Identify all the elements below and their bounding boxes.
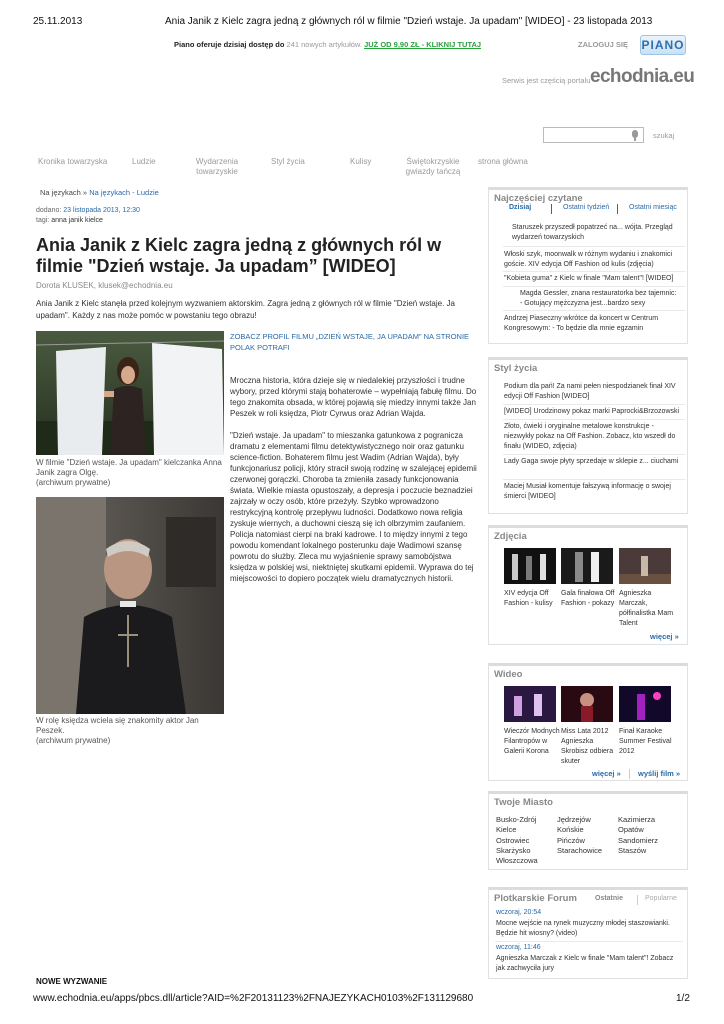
photo-thumb-1[interactable] (504, 548, 556, 584)
search-input[interactable] (544, 128, 626, 142)
dancer-thumb-image (619, 548, 671, 584)
popular-title: Najczęściej czytane (494, 193, 583, 204)
video-label[interactable]: Finał Karaoke Summer Festival 2012 (619, 728, 672, 755)
article-tags (36, 217, 103, 224)
popular-item[interactable]: "Kobieta guma" z Kielc w finale "Mam talent"! [WIDEO] (504, 275, 674, 282)
divider (503, 310, 685, 311)
caption-1-text: W filmie "Dzień wstaje. Ja upadam" kielczanka Anna Janik zagra Olgę. (36, 458, 222, 477)
zdjecia-more-link[interactable]: więcej » (650, 632, 679, 641)
article-title: Ania Janik z Kielc zagra jedną z głównych ról w filmie "Dzień wstaje. Ja upadam” [WIDEO] (36, 235, 442, 276)
popular-box (488, 187, 688, 344)
breadcrumb (40, 188, 159, 197)
video-thumb-1[interactable] (504, 686, 556, 722)
photo-thumb-2[interactable] (561, 548, 613, 584)
forum-title: Plotkarskie Forum (494, 893, 577, 904)
video-thumb-image (504, 686, 556, 722)
city-link[interactable]: Busko-Zdrój (496, 815, 537, 824)
fashion-thumb-image (504, 548, 556, 584)
popular-item[interactable]: Andrzej Piaseczny wkrótce da koncert w Centrum Kongresowym: - To będzie dla mnie egzamin (504, 315, 659, 332)
print-title: Ania Janik z Kielc zagra jedną z głównych ról w filmie "Dzień wstaje. Ja upadam" [WIDEO] - 23 listopada 2013 (165, 16, 653, 27)
city-link[interactable]: Sandomierz (618, 835, 659, 845)
zdjecia-title: Zdjęcia (494, 531, 527, 542)
photo-anna-janik[interactable] (36, 331, 224, 455)
city-link[interactable]: Pińczów (557, 835, 585, 845)
tab-divider (551, 204, 552, 214)
tag-link[interactable]: anna janik kielce (51, 217, 103, 224)
caption-2-credit: (archiwum prywatne) (36, 736, 111, 745)
nav-kronika-towarzyska[interactable]: Kronika towarzyska (38, 157, 108, 166)
city-link[interactable]: Włoszczowa (496, 856, 538, 866)
photo-caption-1 (36, 458, 222, 488)
print-url: www.echodnia.eu/apps/pbcs.dll/article?AID=%2F20131123%2FNAJEZYKACH0103%2F131129680 (33, 993, 474, 1004)
nav-kulisy[interactable]: Kulisy (350, 157, 372, 166)
nav-styl-zycia[interactable]: Styl życia (271, 157, 305, 166)
city-link[interactable]: Skarżysko (496, 845, 531, 855)
tab-dzisiaj[interactable]: Dzisiaj (509, 204, 532, 211)
date-value: 23 listopada 2013, 12:30 (63, 207, 140, 214)
send-video-link[interactable]: wyślij film » (638, 769, 681, 778)
tab-ostatnie[interactable]: Ostatnie (595, 895, 624, 902)
article-lead: Ania Janik z Kielc stanęła przed kolejnym wyzwaniem aktorskim. Zagra jedną z głównych ról w filmie "Dzień wstaje. Ja upadam". Każdy z nas może pomóc w powstaniu tego obrazu! (36, 299, 456, 320)
print-page-number: 1/2 (676, 993, 690, 1004)
tab-divider (637, 895, 638, 905)
styl-item[interactable]: Maciej Musiał komentuje fałszywą informację o swojej śmierci [WIDEO] (504, 483, 671, 500)
city-link[interactable]: Jędrzejów (557, 815, 591, 824)
popular-item[interactable]: Staruszek przyszedł popatrzeć na... wójta. Przegląd wydarzeń towarzyskich (512, 224, 673, 241)
gala-thumb-image (561, 548, 613, 584)
photo-label[interactable]: Agnieszka Marczak, półfinalistka Mam Talent (619, 590, 674, 627)
search-button[interactable]: szukaj (653, 131, 675, 140)
city-link[interactable]: Staszów (618, 845, 647, 855)
piano-offer (174, 40, 481, 49)
city-column-3 (618, 815, 658, 856)
photo-label[interactable]: Gala finałowa Off Fashion - pokazy (561, 590, 615, 607)
article-paragraph-1: Mroczna historia, która dzieje się w niedalekiej przyszłości i trudne wybory, przed którymi stają bohaterowie – wypełniają fabułę filmu. Do tego znakomita obsada, w której pojawią się miedzy innymi także Jan Peszek w roli księdza, Piotr Cyrwus oraz Adrian Wajda. (230, 376, 477, 418)
video-thumb-image (619, 686, 671, 722)
styl-item[interactable]: Złoto, ćwieki i oryginalne metalowe konstrukcje - niezwykły pokaz na Off Fashion. Zobacz, kto wszedł do finału (WIDEO, zdjęcia) (504, 423, 676, 450)
twoje-miasto-box (488, 791, 688, 870)
article-date (36, 207, 140, 214)
divider (503, 246, 685, 247)
divider (503, 286, 685, 287)
nav-wydarzenia-towarzyskie[interactable]: Wydarzenia towarzyskie (195, 157, 239, 176)
forum-post-time: wczoraj, 11:46 (496, 944, 541, 951)
echodnia-logo[interactable]: echodnia.eu (590, 66, 695, 87)
city-column-1 (496, 815, 538, 866)
video-label[interactable]: Wieczór Modnych Filantropów w Galerii Korona (504, 728, 560, 755)
divider (495, 941, 683, 942)
divider (503, 479, 685, 480)
tab-divider (617, 204, 618, 214)
forum-post-link[interactable]: Mocne wejście na rynek muzyczny młodej staszowianki. Będzie hit wiosny? (video) (496, 920, 670, 937)
styl-item[interactable]: Podium dla pań! Za nami pełen niespodzianek finał XIV edycji Off Fashion [WIDEO] (504, 383, 676, 400)
section-heading-nowe-wyzwanie: NOWE WYZWANIE (36, 977, 108, 986)
photo-laundry-image (36, 331, 224, 455)
tags-label: tagi: (36, 217, 50, 224)
city-link[interactable]: Starachowice (557, 845, 603, 855)
styl-item[interactable]: Lady Gaga swoje płyty sprzedaje w sklepie z... ciuchami (504, 458, 679, 465)
photo-jan-peszek[interactable] (36, 497, 224, 714)
styl-zycia-title: Styl życia (494, 363, 538, 374)
city-link[interactable]: Końskie (557, 825, 584, 835)
forum-box (488, 887, 688, 979)
film-profile-link[interactable]: ZOBACZ PROFIL FILMU „DZIEŃ WSTAJE, JA UPADAM” NA STRONIE POLAK POTRAFI (230, 332, 470, 352)
forum-post-time: wczoraj, 20:54 (496, 909, 542, 916)
twoje-miasto-title: Twoje Miasto (494, 797, 553, 808)
divider (503, 419, 685, 420)
popular-item[interactable]: Magda Gessler, znana restauratorka bez tajemnic: - Gotujący mężczyzna jest...bardzo sexy (520, 290, 677, 307)
microphone-icon[interactable] (632, 130, 638, 138)
piano-count: 241 nowych artykułów. (286, 40, 362, 49)
piano-cta-link[interactable]: JUŻ OD 9,90 ZŁ - KLIKNIJ TUTAJ (364, 40, 482, 49)
city-link[interactable]: Kielce (496, 825, 517, 835)
photo-priest-image (36, 497, 224, 714)
zdjecia-box (488, 525, 688, 645)
city-link[interactable]: Kazimierza (618, 815, 656, 824)
video-thumb-3[interactable] (619, 686, 671, 722)
wideo-more-link[interactable]: więcej » (592, 769, 621, 778)
photo-caption-2 (36, 716, 222, 746)
styl-zycia-box (488, 357, 688, 514)
tab-ostatni-miesiac[interactable]: Ostatni miesiąc (629, 204, 677, 211)
divider (503, 404, 685, 405)
caption-2-text: W rolę księdza wciela się znakomity aktor Jan Peszek. (36, 716, 199, 735)
wideo-box (488, 663, 688, 781)
divider (503, 271, 685, 272)
video-thumb-image (561, 686, 613, 722)
video-label[interactable]: Miss Lata 2012 Agnieszka Skrobisz odbiera skuter (561, 728, 614, 765)
breadcrumb-prefix: Na językach » (40, 188, 88, 197)
breadcrumb-link[interactable]: Na językach - Ludzie (89, 188, 159, 197)
portal-note: Serwis jest częścią portalu (502, 76, 591, 85)
caption-1-credit: (archiwum prywatne) (36, 478, 111, 487)
login-link[interactable]: ZALOGUJ SIĘ (578, 40, 629, 49)
nav-gwiazdy-tancza[interactable]: Świętokrzyskie gwiazdy tańczą (405, 157, 461, 176)
city-link[interactable]: Opatów (618, 825, 644, 835)
photo-label[interactable]: XIV edycja Off Fashion - kulisy (504, 590, 553, 607)
forum-post-link[interactable]: Agnieszka Marczak z Kielc w finale "Mam talent"! Zobacz jak zachwyciła jury (496, 955, 674, 972)
city-link[interactable]: Ostrowiec (496, 835, 530, 845)
wideo-title: Wideo (494, 669, 523, 680)
tab-popularne[interactable]: Popularne (645, 895, 677, 902)
nav-ludzie[interactable]: Ludzie (132, 157, 156, 166)
styl-item[interactable]: [WIDEO] Urodzinowy pokaz marki Paprocki&Brzozowski (504, 408, 680, 415)
divider (503, 454, 685, 455)
photo-thumb-3[interactable] (619, 548, 671, 584)
piano-logo[interactable]: PIANO (640, 35, 686, 55)
tab-ostatni-tydzien[interactable]: Ostatni tydzień (563, 204, 610, 211)
city-column-2 (557, 815, 602, 856)
video-thumb-2[interactable] (561, 686, 613, 722)
search-box (543, 127, 644, 143)
print-date: 25.11.2013 (33, 16, 83, 27)
date-label: dodano: (36, 207, 62, 214)
article-paragraph-2: "Dzień wstaje. Ja upadam" to mieszanka gatunkowa z pogranicza dramatu z elementami filmu detektywistycznego noir oraz gatunku science-fiction. Bohaterem filmu jest Wadim (Adrian Wajda), były funkcjonariusz policji, który stracił swoją rodzinę w szalejącej epidemii czerwonej gorączki. Choroba ta zmieniła zasady funkcjonowania świata. Wielkie miasta opustoszały, a depresja i poczucie beznadziei zajrzały w oczy osób, które przeżyły. Szybko wprowadzono restrykcyjną kontrolę przepływu ludności. Dodatkowo nowa religia zyskuje wiernych, a duchowni cieszą się ich olbrzymim zaufaniem. Policja natomiast cierpi na braki kadrowe. I to między innymi z tego powodu komendant lokalnego posterunku daje Wadimowi szansę powrotu do służby. Zleca mu wyjaśnienie sprawy samobójstwa księdza w polskiej wsi, niektniętej skutkami epidemii. Wyprawa do tej miejscowości to dopiero początek wielu dramatycznych historii. (230, 431, 477, 583)
piano-prefix: Piano oferuje dzisiaj dostęp do (174, 40, 285, 49)
divider (629, 769, 630, 779)
popular-item[interactable]: Włoski szyk, moonwalk w różnym wydaniu i znakomici goście. XIV edycja Off Fashion od kulis (zdjęcia) (504, 251, 673, 268)
article-author: Dorota KLUSEK, klusek@echodnia.eu (36, 281, 173, 290)
nav-strona-glowna[interactable]: strona główna (478, 157, 528, 166)
